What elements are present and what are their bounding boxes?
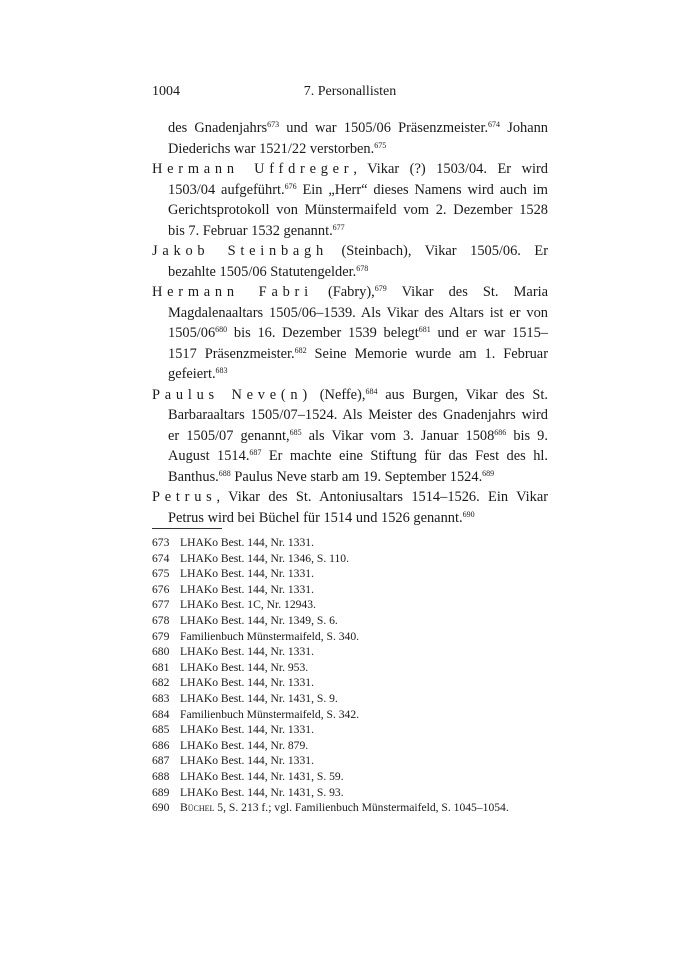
footnote-marker[interactable]: 676 <box>284 181 297 191</box>
running-title: 7. Personallisten <box>303 84 397 99</box>
footnote-text: LHAKo Best. 144, Nr. 1331. <box>180 754 314 768</box>
footnote-marker[interactable]: 686 <box>494 427 507 437</box>
entry-text: Er machte eine Stiftung für das Fest des hl. Banthus. <box>168 448 548 485</box>
footnote-marker[interactable]: 688 <box>218 468 231 478</box>
footnote-text: LHAKo Best. 144, Nr. 1349, S. 6. <box>180 613 338 627</box>
entry-text: (Fabry), <box>312 284 375 300</box>
entry-text: des Gnadenjahrs <box>168 120 268 136</box>
footnote-number: 674 <box>152 551 170 565</box>
footnote-number: 676 <box>152 582 170 596</box>
footnote-marker[interactable]: 673 <box>267 120 280 129</box>
footnote-marker[interactable]: 680 <box>215 325 228 334</box>
footnote <box>152 738 548 754</box>
footnote <box>152 691 548 707</box>
entry-paragraph <box>152 282 548 385</box>
entry-text: bis 16. Dezember 1539 belegt <box>227 325 419 341</box>
footnote-text: LHAKo Best. 144, Nr. 1331. <box>180 567 314 581</box>
footnote-number: 679 <box>152 629 170 643</box>
footnote-number: 681 <box>152 660 170 674</box>
footnote-text: LHAKo Best. 144, Nr. 1431, S. 9. <box>180 691 338 705</box>
entry-text: (Neffe), <box>311 386 366 403</box>
entry-text: Ein „Herr“ dieses Namens wird auch im Gerichtsprotokoll von Münstermaifeld vom 2. Dezember 1528 bis 7. Februar 1532 genannt. <box>168 181 548 239</box>
footnote-number: 685 <box>152 723 170 737</box>
footnote-marker[interactable]: 679 <box>374 284 387 293</box>
footnote-text: LHAKo Best. 144, Nr. 879. <box>180 738 309 752</box>
entry-text: Paulus Neve starb am 19. September 1524. <box>230 468 483 485</box>
entry-text: , Vikar (?) 1503/04. Er wird 1503/04 aufgeführt. <box>168 161 548 198</box>
footnote-number: 688 <box>152 769 170 783</box>
footnote <box>152 582 548 598</box>
entry-name: Jakob Steinbagh <box>152 243 328 259</box>
main-text <box>152 118 548 528</box>
footnote <box>152 769 548 785</box>
footnote-text: LHAKo Best. 144, Nr. 1331. <box>180 582 314 596</box>
entry-text: bis 9. August 1514. <box>168 427 548 464</box>
footnote-number: 689 <box>152 785 170 799</box>
footnote-number: 690 <box>152 801 170 815</box>
entry-paragraph <box>152 487 548 528</box>
entry-paragraph <box>152 241 548 282</box>
footnote <box>152 800 548 816</box>
entry-paragraph <box>152 118 548 159</box>
footnote <box>152 722 548 738</box>
footnote-separator <box>152 528 222 529</box>
footnote-marker[interactable]: 674 <box>488 120 501 129</box>
footnote-marker[interactable]: 683 <box>215 366 228 375</box>
entry-paragraph <box>152 385 548 488</box>
footnote-number: 673 <box>152 536 170 549</box>
running-head <box>152 84 548 104</box>
footnote-text: 5, S. 213 f.; vgl. Familienbuch Münstermaifeld, S. 1045–1054. <box>214 801 509 815</box>
footnote <box>152 753 548 769</box>
footnote-marker[interactable]: 687 <box>249 448 262 457</box>
footnote-marker[interactable]: 677 <box>332 222 345 232</box>
footnote-text: Familienbuch Münstermaifeld, S. 342. <box>180 707 360 721</box>
entry-name: Hermann Uffdreger <box>152 161 354 177</box>
footnote-marker[interactable]: 682 <box>294 345 307 355</box>
entry-text: Seine Memorie wurde am 1. Februar gefeiert. <box>168 345 548 382</box>
entry-text: , Vikar des St. Antoniusaltars 1514–1526. Ein Vikar Petrus wird bei Büchel für 1514 und 1526 genannt. <box>168 489 548 526</box>
footnote <box>152 597 548 613</box>
footnote-marker[interactable]: 690 <box>462 509 475 519</box>
footnote <box>152 675 548 691</box>
footnote-text: LHAKo Best. 144, Nr. 1331. <box>180 536 314 549</box>
entry-text: aus Burgen, Vikar des St. Barbaraaltars 1505/07–1524. Als Meister des Gnadenjahrs wird er 1505/07 genannt, <box>168 386 548 444</box>
footnote <box>152 629 548 645</box>
page-number: 1004 <box>152 84 180 99</box>
footnote-author: Büchel <box>180 801 215 815</box>
entry-text: Vikar des St. Maria Magdalenaaltars 1505/06–1539. Als Vikar des Altars ist er von 1505/06 <box>168 284 548 341</box>
footnote-number: 687 <box>152 754 170 768</box>
footnote-number: 682 <box>152 676 170 690</box>
footnote-text: LHAKo Best. 144, Nr. 1431, S. 59. <box>180 769 344 783</box>
footnote <box>152 644 548 660</box>
footnote-text: LHAKo Best. 144, Nr. 1431, S. 93. <box>180 785 344 799</box>
footnote-text: LHAKo Best. 144, Nr. 953. <box>180 660 309 674</box>
footnote-marker[interactable]: 689 <box>482 468 495 478</box>
footnote-text: LHAKo Best. 144, Nr. 1331. <box>180 645 314 659</box>
footnote <box>152 660 548 676</box>
footnote-number: 683 <box>152 691 170 705</box>
footnote <box>152 566 548 582</box>
footnote-number: 677 <box>152 598 170 612</box>
entry-name: Paulus Neve(n) <box>152 386 312 403</box>
entry-paragraph <box>152 159 548 241</box>
entry-name: Hermann Fabri <box>152 284 313 300</box>
footnote-number: 675 <box>152 567 170 581</box>
footnote-list <box>152 535 548 816</box>
footnote-marker[interactable]: 685 <box>289 427 302 437</box>
footnote-marker[interactable]: 684 <box>365 386 378 396</box>
entry-text: (Steinbach), Vikar 1505/06. Er bezahlte 1505/06 Statutengelder. <box>168 243 549 280</box>
footnote-marker[interactable]: 678 <box>356 263 369 273</box>
footnote-text: LHAKo Best. 144, Nr. 1346, S. 110. <box>180 551 349 565</box>
footnote-marker[interactable]: 675 <box>374 140 387 150</box>
footnote-text: LHAKo Best. 144, Nr. 1331. <box>180 723 314 737</box>
entry-text: Johann Diederichs war 1521/22 verstorben. <box>168 120 548 157</box>
entry-text: und war 1505/06 Präsenzmeister. <box>279 120 489 136</box>
footnote <box>152 785 548 801</box>
footnote-marker[interactable]: 681 <box>418 325 431 334</box>
footnote-text: Familienbuch Münstermaifeld, S. 340. <box>180 629 360 643</box>
footnote-text: LHAKo Best. 1C, Nr. 12943. <box>180 598 316 612</box>
footnote-number: 678 <box>152 613 170 627</box>
footnote <box>152 535 548 551</box>
footnote-number: 684 <box>152 707 170 721</box>
footnote-text: LHAKo Best. 144, Nr. 1331. <box>180 676 314 690</box>
footnote-number: 680 <box>152 645 170 659</box>
footnote <box>152 551 548 567</box>
footnote <box>152 707 548 723</box>
entry-text: als Vikar vom 3. Januar 1508 <box>301 427 495 444</box>
entry-name: Petrus <box>152 489 217 505</box>
footnote <box>152 613 548 629</box>
footnote-number: 686 <box>152 738 170 752</box>
entry-text: und er war 1515–1517 Präsenzmeister. <box>168 325 548 362</box>
